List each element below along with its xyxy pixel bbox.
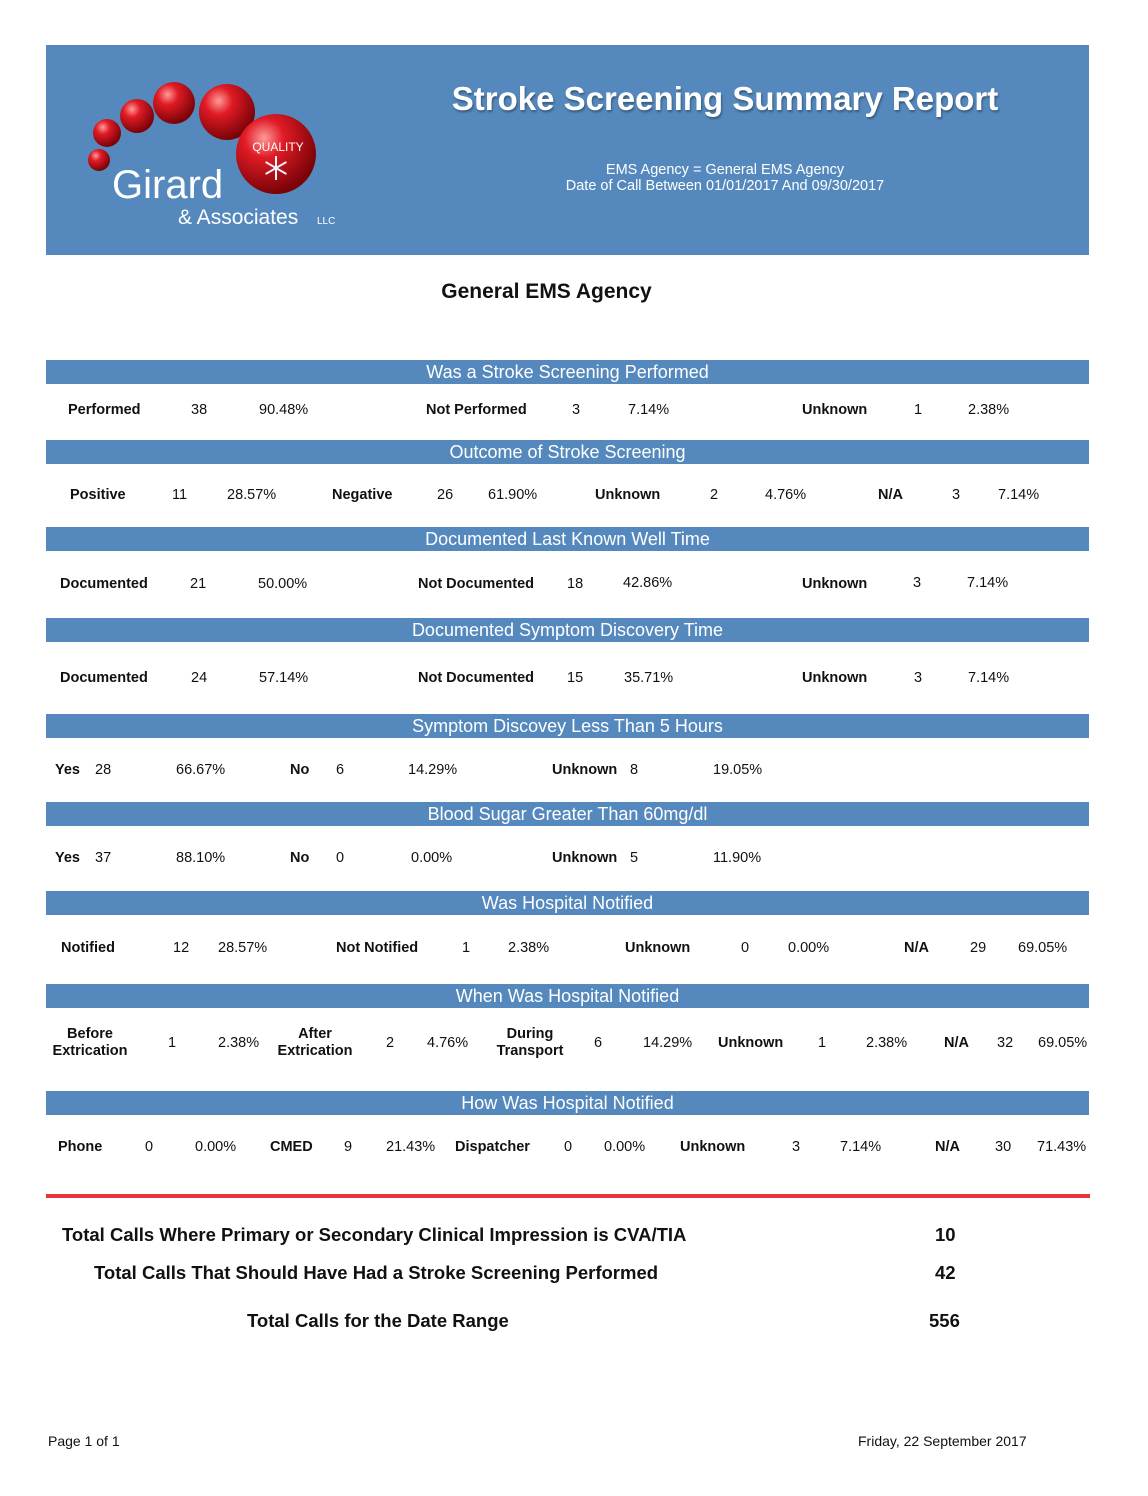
item-label: Unknown — [718, 1035, 784, 1051]
item-count: 37 — [95, 850, 112, 866]
item-label: N/A — [944, 1035, 969, 1051]
item-label: Documented — [60, 576, 148, 592]
item-count: 32 — [997, 1035, 1014, 1051]
item-count: 0 — [145, 1139, 154, 1155]
item-percent: 0.00% — [411, 850, 453, 866]
item-label: Yes — [55, 762, 80, 778]
item-percent: 66.67% — [176, 762, 226, 778]
logo-llc-text: LLC — [317, 216, 336, 227]
item-label: N/A — [935, 1139, 960, 1155]
report-title: Stroke Screening Summary Report — [451, 80, 999, 117]
section-header-symptom-discovery: Documented Symptom Discovery Time — [46, 618, 1089, 642]
item-percent: 69.05% — [1038, 1035, 1088, 1051]
item-label: Unknown — [552, 762, 618, 778]
item-label-line-2: Extrication — [52, 1043, 128, 1059]
item-label: Unknown — [552, 850, 618, 866]
item-count: 0 — [336, 850, 345, 866]
item-label: Performed — [68, 402, 141, 418]
logo-sub-text: & Associates — [178, 206, 299, 229]
item-count: 2 — [710, 487, 719, 503]
item-count: 3 — [792, 1139, 801, 1155]
item-count: 0 — [564, 1139, 573, 1155]
total-label: Total Calls Where Primary or Secondary Clinical Impression is CVA/TIA — [62, 1224, 687, 1245]
section-header-hospital-notified: Was Hospital Notified — [46, 891, 1089, 915]
report-date: Friday, 22 September 2017 — [858, 1433, 1027, 1449]
section-header-blood-sugar: Blood Sugar Greater Than 60mg/dl — [46, 802, 1089, 826]
item-count: 8 — [630, 762, 639, 778]
item-label: Unknown — [802, 402, 868, 418]
item-label: Phone — [58, 1139, 103, 1155]
item-percent: 4.76% — [765, 487, 807, 503]
item-percent: 42.86% — [623, 575, 673, 591]
item-label — [265, 1026, 365, 1060]
item-percent: 71.43% — [1037, 1139, 1087, 1155]
item-label-line-1: After — [298, 1026, 332, 1042]
item-count: 29 — [970, 940, 987, 956]
item-count: 3 — [572, 402, 581, 418]
item-count: 9 — [344, 1139, 353, 1155]
item-count: 1 — [462, 940, 471, 956]
item-count: 18 — [567, 576, 584, 592]
item-percent: 7.14% — [967, 575, 1009, 591]
item-label-line-1: Before — [67, 1026, 113, 1042]
section-header-outcome: Outcome of Stroke Screening — [46, 440, 1089, 464]
item-count: 26 — [437, 487, 454, 503]
item-count: 3 — [952, 487, 961, 503]
item-count: 5 — [630, 850, 639, 866]
item-percent: 28.57% — [218, 940, 268, 956]
item-label: Not Documented — [418, 576, 534, 592]
company-logo — [70, 70, 360, 250]
item-count: 6 — [594, 1035, 603, 1051]
divider-rule — [46, 1194, 1090, 1198]
item-label-line-2: Extrication — [277, 1043, 353, 1059]
item-count: 21 — [190, 576, 207, 592]
item-percent: 7.14% — [628, 402, 670, 418]
logo-quality-text: QUALITY — [252, 140, 304, 154]
item-percent: 2.38% — [508, 940, 550, 956]
item-percent: 14.29% — [643, 1035, 693, 1051]
item-label: Not Notified — [336, 940, 419, 956]
item-percent: 57.14% — [259, 670, 309, 686]
item-label: Not Documented — [418, 670, 534, 686]
agency-heading: General EMS Agency — [441, 280, 652, 303]
item-label: Unknown — [802, 670, 868, 686]
item-percent: 21.43% — [386, 1139, 436, 1155]
item-label: Dispatcher — [455, 1139, 530, 1155]
section-header-last-known-well: Documented Last Known Well Time — [46, 527, 1089, 551]
item-label: No — [290, 762, 310, 778]
total-value: 10 — [935, 1224, 956, 1245]
item-count: 1 — [818, 1035, 827, 1051]
page-number: Page 1 of 1 — [48, 1433, 120, 1449]
item-label: Yes — [55, 850, 80, 866]
total-label: Total Calls for the Date Range — [247, 1310, 509, 1331]
item-count: 1 — [914, 402, 923, 418]
item-count: 30 — [995, 1139, 1012, 1155]
item-count: 11 — [172, 487, 188, 503]
item-count: 28 — [95, 762, 112, 778]
item-count: 3 — [914, 670, 923, 686]
item-percent: 35.71% — [624, 670, 674, 686]
section-header-less-than-5-hours: Symptom Discovey Less Than 5 Hours — [46, 714, 1089, 738]
item-percent: 50.00% — [258, 576, 308, 592]
item-percent: 14.29% — [408, 762, 458, 778]
item-percent: 2.38% — [866, 1035, 908, 1051]
filter-date-range: Date of Call Between 01/01/2017 And 09/30/2017 — [565, 178, 885, 194]
item-percent: 0.00% — [788, 940, 830, 956]
item-percent: 2.38% — [968, 402, 1010, 418]
item-label: Positive — [70, 487, 126, 503]
item-label: N/A — [878, 487, 903, 503]
item-percent: 0.00% — [195, 1139, 237, 1155]
item-label-line-2: Transport — [496, 1043, 564, 1059]
item-percent: 2.38% — [218, 1035, 260, 1051]
item-percent: 7.14% — [840, 1139, 882, 1155]
total-value: 556 — [929, 1310, 960, 1331]
item-percent: 7.14% — [968, 670, 1010, 686]
item-count: 38 — [191, 402, 208, 418]
item-percent: 19.05% — [713, 762, 763, 778]
item-label — [480, 1026, 580, 1060]
item-label: Unknown — [680, 1139, 746, 1155]
item-percent: 88.10% — [176, 850, 226, 866]
item-count: 0 — [741, 940, 750, 956]
item-label: N/A — [904, 940, 929, 956]
filter-agency: EMS Agency = General EMS Agency — [605, 162, 845, 178]
item-percent: 4.76% — [427, 1035, 469, 1051]
total-label: Total Calls That Should Have Had a Stroke Screening Performed — [94, 1262, 659, 1283]
item-label: Negative — [332, 487, 393, 503]
item-count: 2 — [386, 1035, 395, 1051]
item-percent: 90.48% — [259, 402, 309, 418]
logo-name-text: Girard — [112, 163, 224, 207]
item-label — [40, 1026, 140, 1060]
item-count: 24 — [191, 670, 208, 686]
section-header-how-notified: How Was Hospital Notified — [46, 1091, 1089, 1115]
item-label: CMED — [270, 1139, 313, 1155]
item-label: Documented — [60, 670, 148, 686]
item-label: Unknown — [625, 940, 691, 956]
item-percent: 61.90% — [488, 487, 538, 503]
total-value: 42 — [935, 1262, 956, 1283]
item-percent: 7.14% — [998, 487, 1040, 503]
section-header-screening-performed: Was a Stroke Screening Performed — [46, 360, 1089, 384]
section-header-when-notified: When Was Hospital Notified — [46, 984, 1089, 1008]
item-label: No — [290, 850, 310, 866]
item-label: Unknown — [595, 487, 661, 503]
item-label-line-1: During — [506, 1026, 554, 1042]
item-percent: 0.00% — [604, 1139, 646, 1155]
item-percent: 69.05% — [1018, 940, 1068, 956]
item-label: Unknown — [802, 576, 868, 592]
item-label: Not Performed — [426, 402, 527, 418]
item-count: 3 — [913, 575, 922, 591]
item-count: 15 — [567, 670, 584, 686]
item-percent: 11.90% — [713, 850, 762, 866]
item-label: Notified — [61, 940, 115, 956]
item-count: 1 — [168, 1035, 177, 1051]
item-count: 6 — [336, 762, 345, 778]
item-percent: 28.57% — [227, 487, 277, 503]
item-count: 12 — [173, 940, 190, 956]
